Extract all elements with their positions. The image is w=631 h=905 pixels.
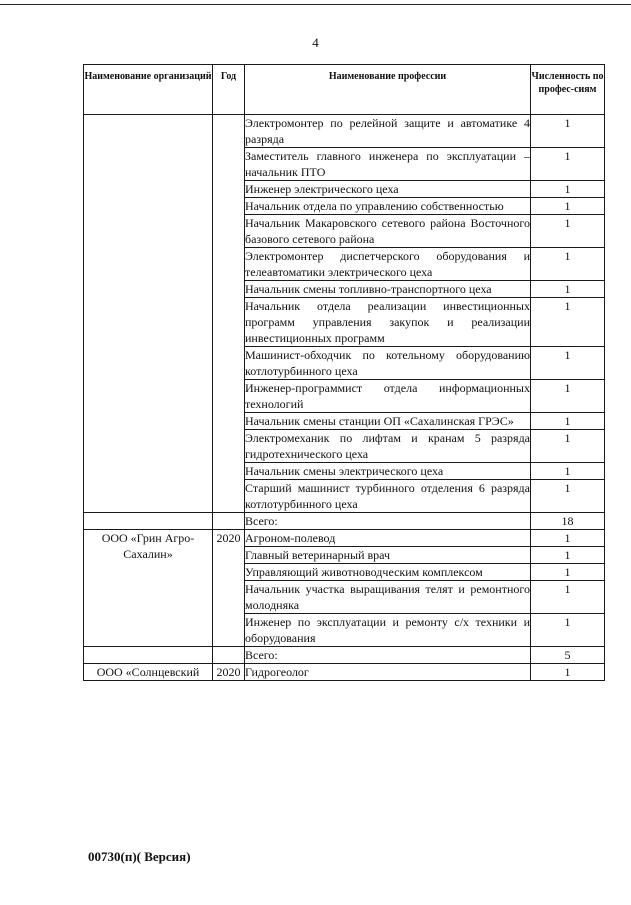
count-cell: 1 <box>531 564 605 581</box>
organization-cell <box>84 115 213 513</box>
count-cell: 1 <box>531 281 605 298</box>
profession-cell: Начальник Макаровского сетевого района Восточного базового сетевого района <box>245 216 530 246</box>
total-label: Всего: <box>245 647 531 664</box>
count-cell: 1 <box>531 581 605 614</box>
total-row <box>84 513 605 530</box>
profession-cell: Начальник отдела реализации инвестиционных программ управления закупок и реализации инвестиционных программ <box>245 299 530 345</box>
count-cell: 1 <box>531 347 605 380</box>
profession-cell: Начальник смены топливно-транспортного цеха <box>245 281 531 298</box>
profession-cell: Начальник отдела по управлению собственностью <box>245 198 531 215</box>
page-number: 4 <box>312 35 319 50</box>
profession-cell: Инженер по эксплуатации и ремонту с/х техники и оборудования <box>245 615 530 645</box>
header-count: Численность по профес-сиям <box>531 65 605 115</box>
count-cell: 1 <box>531 430 605 463</box>
year-cell: 2020 <box>213 664 245 681</box>
count-cell: 1 <box>531 181 605 198</box>
profession-cell: Машинист-обходчик по котельному оборудованию котлотурбинного цеха <box>245 348 530 378</box>
profession-cell: Электромонтер по релейной защите и автоматике 4 разряда <box>245 116 530 146</box>
document-footer-code: 00730(п)( Версия) <box>88 849 191 864</box>
table-header-row <box>84 65 605 115</box>
profession-cell: Гидрогеолог <box>245 664 531 681</box>
total-row <box>84 647 605 664</box>
empty-cell <box>213 513 245 530</box>
total-label: Всего: <box>245 513 531 530</box>
count-cell: 1 <box>531 413 605 430</box>
count-cell: 1 <box>531 115 605 148</box>
count-cell: 1 <box>531 215 605 248</box>
profession-cell: Агроном-полевод <box>245 530 531 547</box>
empty-cell <box>84 513 213 530</box>
table-row <box>84 664 605 681</box>
professions-table <box>83 64 605 681</box>
table-row <box>84 530 605 547</box>
count-cell: 1 <box>531 380 605 413</box>
table-row <box>84 115 605 148</box>
empty-cell <box>84 647 213 664</box>
count-cell: 1 <box>531 198 605 215</box>
count-cell: 1 <box>531 148 605 181</box>
header-profession: Наименование профессии <box>245 65 531 115</box>
header-year: Год <box>213 65 245 115</box>
count-cell: 1 <box>531 480 605 513</box>
profession-cell: Начальник смены станции ОП «Сахалинская ГРЭС» <box>245 413 531 430</box>
count-cell: 1 <box>531 614 605 647</box>
profession-cell: Старший машинист турбинного отделения 6 разряда котлотурбинного цеха <box>245 481 530 511</box>
header-organization: Наименование организаций <box>84 65 213 115</box>
profession-cell: Управляющий животноводческим комплексом <box>245 564 531 581</box>
profession-cell: Инженер электрического цеха <box>245 181 531 198</box>
year-cell <box>213 115 245 513</box>
profession-cell: Главный ветеринарный врач <box>245 547 531 564</box>
profession-cell: Начальник участка выращивания телят и ремонтного молодняка <box>245 582 530 612</box>
top-border-line <box>0 4 631 5</box>
count-cell: 1 <box>531 547 605 564</box>
profession-cell: Электромеханик по лифтам и кранам 5 разряда гидротехнического цеха <box>245 431 530 461</box>
count-cell: 1 <box>531 463 605 480</box>
count-cell: 1 <box>531 664 605 681</box>
count-cell: 1 <box>531 298 605 347</box>
total-count: 5 <box>531 647 605 664</box>
total-count: 18 <box>531 513 605 530</box>
organization-cell: ООО «Грин Агро-Сахалин» <box>84 530 213 647</box>
organization-cell: ООО «Солнцевский <box>84 664 213 681</box>
profession-cell: Начальник смены электрического цеха <box>245 463 531 480</box>
profession-cell: Заместитель главного инженера по эксплуатации – начальник ПТО <box>245 149 530 179</box>
count-cell: 1 <box>531 530 605 547</box>
empty-cell <box>213 647 245 664</box>
year-cell: 2020 <box>213 530 245 647</box>
count-cell: 1 <box>531 248 605 281</box>
profession-cell: Электромонтер диспетчерского оборудования и телеавтоматики электрического цеха <box>245 249 530 279</box>
profession-cell: Инженер-программист отдела информационных технологий <box>245 381 530 411</box>
